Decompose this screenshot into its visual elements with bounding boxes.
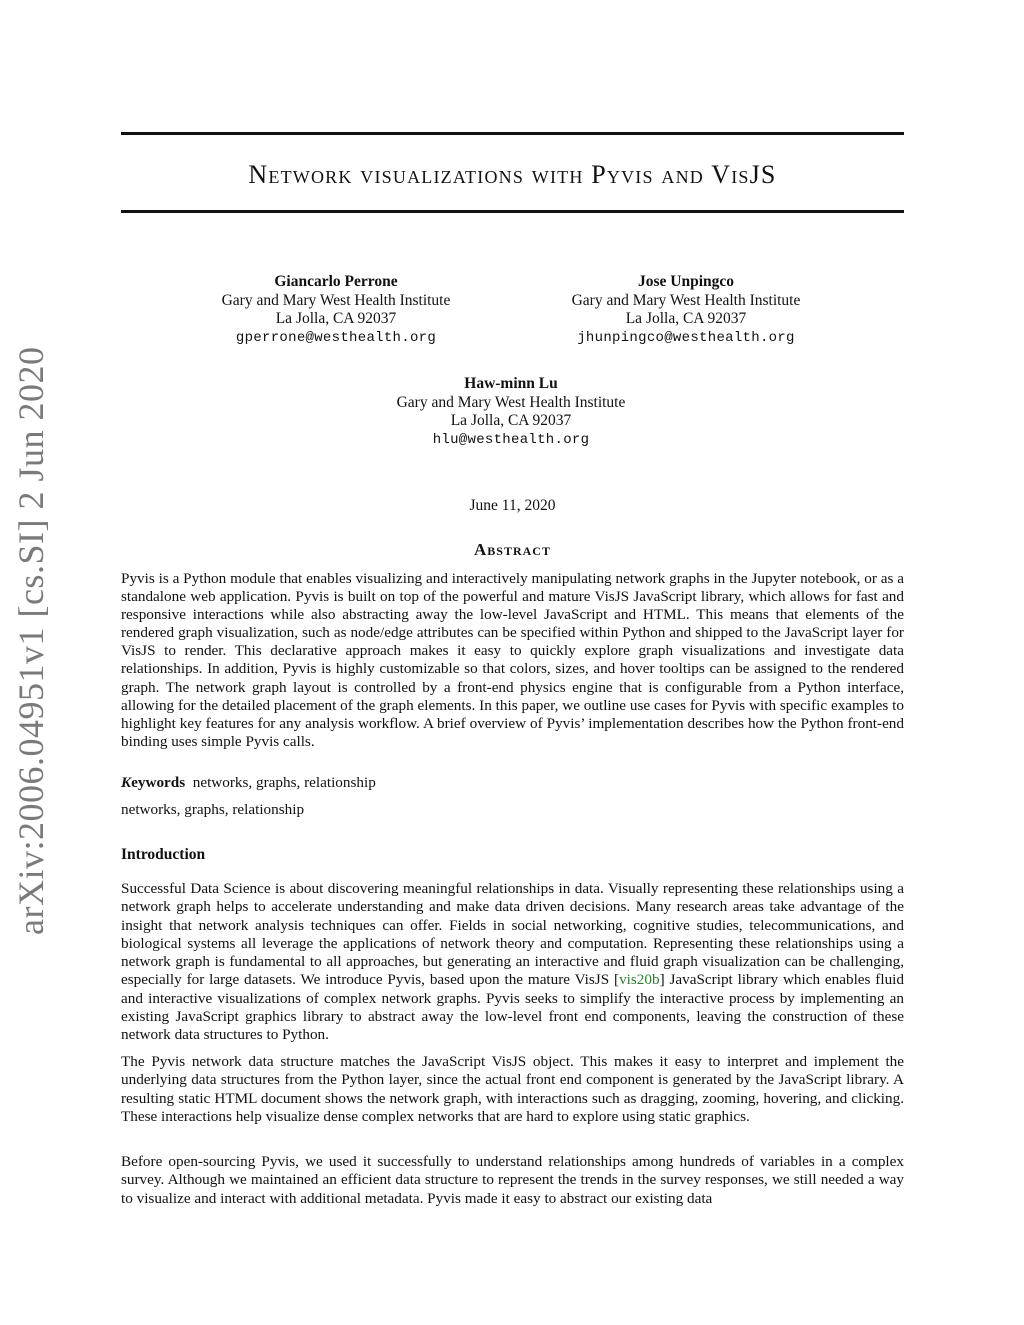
- paragraph-text: Successful Data Science is about discovering meaningful relationships in data. Visually representing these relationships using a network graph helps to accelerate understanding and make data driven decisions. Many research areas take advantage of the insight that network analysis techniques can offer. Fields in social networking, cognitive studies, telecommunications, and biological systems all leverage the applications of network theory and computation. Representing these relationships using a network graph is fundamental to all approaches, but generating an interactive and fluid graph visualization can be challenging, especially for large datasets. We introduce Pyvis, based upon the mature VisJS [: [121, 880, 904, 989]
- author-block: [361, 375, 661, 449]
- author-name: Jose Unpingco: [637, 273, 735, 290]
- author-location: La Jolla, CA 92037: [275, 310, 397, 327]
- author-email[interactable]: hlu@westhealth.org: [432, 431, 590, 448]
- title-top-rule: [121, 132, 904, 135]
- author-name: Giancarlo Perrone: [274, 273, 398, 290]
- title-bottom-rule: [121, 210, 904, 213]
- author-affiliation: Gary and Mary West Health Institute: [571, 291, 801, 309]
- introduction-paragraph: The Pyvis network data structure matches the JavaScript VisJS object. This makes it easy to interpret and implement the underlying data structures from the Python layer, since the actual front end component is generated by the JavaScript library. A resulting static HTML document shows the network graph, with interactions such as dragging, zooming, hovering, and clicking. These interactions help visualize dense complex networks that are hard to explore using static graphics.: [121, 1053, 904, 1125]
- author-block: [186, 273, 486, 347]
- author-location: La Jolla, CA 92037: [450, 412, 572, 429]
- abstract-text: Pyvis is a Python module that enables visualizing and interactively manipulating network graphs in the Jupyter notebook, or as a standalone web application. Pyvis is built on top of the powerful and mature VisJS JavaScript library, which allows for fast and responsive interactions while also abstracting away the low-level JavaScript and HTML. This means that elements of the rendered graph visualization, such as node/edge attributes can be specified within Python and shipped to the JavaScript layer for VisJS to render. This declarative approach makes it easy to quickly explore graph visualizations and investigate data relationships. In addition, Pyvis is highly customizable so that colors, sizes, and hover tooltips can be assigned to the rendered graph. The network graph layout is controlled by a front-end physics engine that is configurable from a Python interface, allowing for the detailed placement of the graph elements. In this paper, we outline use cases for Pyvis with specific examples to highlight key features for any analysis workflow. A brief overview of Pyvis’ implementation describes how the Python front-end binding uses simple Pyvis calls.: [121, 570, 904, 750]
- keywords-label-rest: eywords: [131, 774, 186, 791]
- author-affiliation: Gary and Mary West Health Institute: [396, 393, 626, 411]
- keywords-line: [121, 774, 904, 792]
- author-name: Haw-minn Lu: [464, 375, 558, 392]
- author-email[interactable]: gperrone@westhealth.org: [235, 329, 437, 346]
- keywords-label-initial: K: [121, 774, 132, 791]
- author-block: [536, 273, 836, 347]
- introduction-paragraph: Before open-sourcing Pyvis, we used it successfully to understand relationships among hundreds of variables in a complex survey. Although we maintained an efficient data structure to represent the trends in the survey responses, we still needed a way to visualize and interact with additional metadata. Pyvis made it easy to abstract our existing data: [121, 1153, 904, 1207]
- section-heading-introduction: Introduction: [121, 846, 206, 863]
- abstract-heading: Abstract: [474, 540, 551, 559]
- author-location: La Jolla, CA 92037: [625, 310, 747, 327]
- author-email[interactable]: jhunpingco@westhealth.org: [577, 329, 795, 346]
- citation-link[interactable]: vis20b: [619, 971, 660, 989]
- keywords-repeat: networks, graphs, relationship: [121, 801, 305, 818]
- paper-title: Network visualizations with Pyvis and VisJS: [248, 160, 777, 189]
- keywords-label: [121, 774, 185, 791]
- paper-date: June 11, 2020: [469, 497, 556, 514]
- arxiv-identifier-stamp: arXiv:2006.04951v1 [cs.SI] 2 Jun 2020: [11, 346, 51, 935]
- keywords-list: networks, graphs, relationship: [192, 774, 376, 791]
- introduction-paragraph: [121, 880, 904, 1045]
- author-affiliation: Gary and Mary West Health Institute: [221, 291, 451, 309]
- paragraph-text: ] JavaScript library which enables fluid and interactive visualizations of complex network graphs. Pyvis seeks to simplify the interactive process by implementing an existing JavaScript graphics library to abstract away the low-level front end components, leaving the construction of these network data structures to Python.: [121, 971, 904, 1044]
